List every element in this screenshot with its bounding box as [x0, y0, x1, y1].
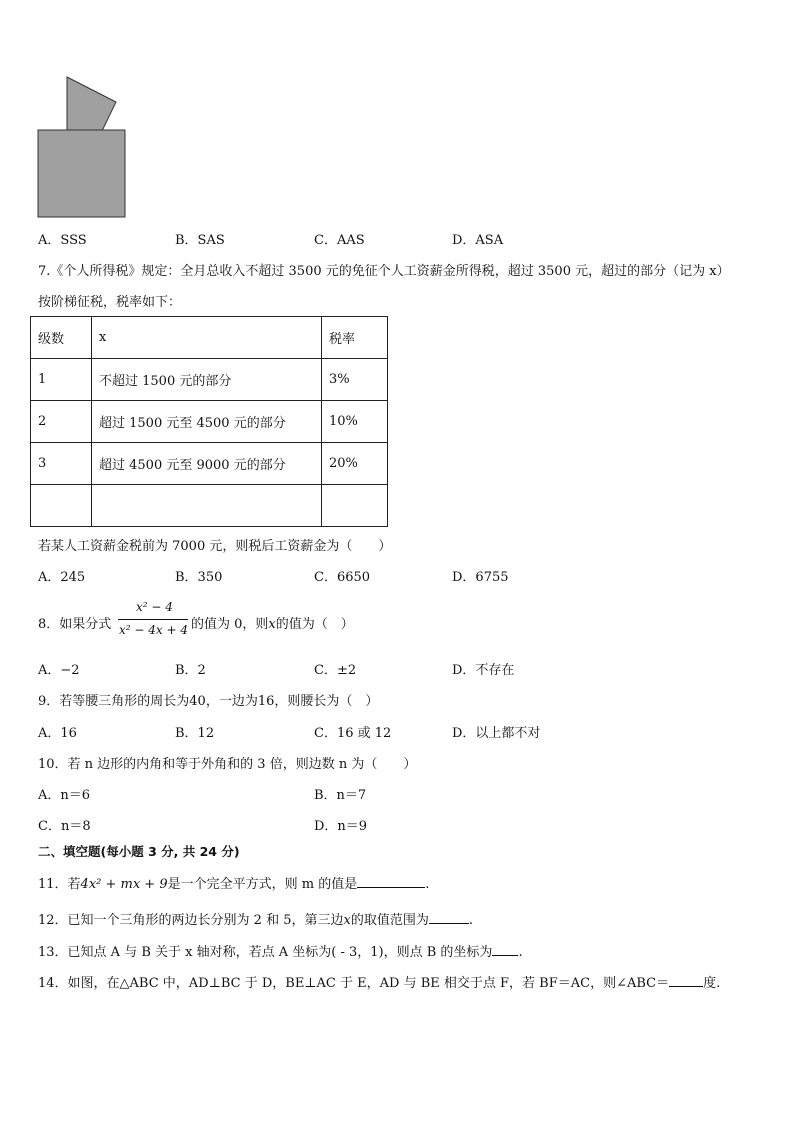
- q8-suffix-a: 的值为 0，则: [191, 617, 269, 632]
- q12-answer-blank[interactable]: [429, 909, 469, 924]
- q10-option-c[interactable]: C．n＝8: [38, 819, 91, 834]
- q6-figure: [36, 76, 128, 219]
- q6-option-c[interactable]: C．AAS: [314, 233, 365, 248]
- q10-option-a[interactable]: A．n＝6: [38, 788, 91, 803]
- q11-expression: 4x² + mx + 9: [80, 877, 168, 892]
- q7-question: 若某人工资薪金税前为 7000 元，则税后工资薪金为（ ）: [38, 539, 392, 554]
- q13: [38, 941, 523, 960]
- q12-suffix: 的取值范围为: [350, 913, 429, 928]
- q12-var: x: [343, 913, 351, 928]
- q13-end: .: [518, 945, 523, 960]
- table-cell: 1: [31, 359, 92, 401]
- table-row: [31, 359, 388, 401]
- q6-options: [38, 229, 758, 249]
- q14: [38, 972, 720, 991]
- q7-stem-line2: 按阶梯征税，税率如下：: [38, 295, 182, 310]
- q14-prefix: 14．如图，在△ABC 中，AD⊥BC 于 D，BE⊥AC 于 E，AD 与 BE 相交于点 F，若 BF＝AC，则∠ABC＝: [38, 976, 670, 991]
- q8-option-c[interactable]: C．±2: [314, 663, 357, 678]
- q6-figure-square: [38, 130, 125, 217]
- table-cell: 2: [31, 401, 92, 443]
- q8-suffix-b: 的值为（ ）: [275, 617, 354, 632]
- table-cell: [92, 485, 322, 527]
- section-title: 二、填空题(每小题 3 分, 共 24 分): [38, 844, 240, 859]
- q11-suffix: 是一个完全平方式，则 m 的值是: [167, 877, 358, 892]
- q12-end: .: [468, 913, 473, 928]
- q7-stem-line1: 7.《个人所得税》规定：全月总收入不超过 3500 元的免征个人工资薪金所得税，超过 3500 元，超过的部分（记为 x）: [38, 264, 730, 279]
- table-header-cell: 级数: [31, 317, 92, 359]
- q9-option-c[interactable]: C．16 或 12: [314, 726, 392, 741]
- table-cell: 3%: [322, 359, 388, 401]
- q8-numerator: x² − 4: [136, 600, 173, 614]
- q11-answer-blank[interactable]: [357, 873, 425, 888]
- table-header-row: [31, 317, 388, 359]
- q8-option-b[interactable]: B．2: [175, 663, 206, 678]
- q11: [38, 873, 429, 892]
- table-cell: 超过 1500 元至 4500 元的部分: [92, 401, 322, 443]
- q13-prefix: 13．已知点 A 与 B 关于 x 轴对称，若点 A 坐标为( - 3，1)，则点 B 的坐标为: [38, 945, 493, 960]
- q7-options: [38, 566, 758, 586]
- table-row: [31, 401, 388, 443]
- table-row: [31, 485, 388, 527]
- table-row: [31, 443, 388, 485]
- q8-option-d[interactable]: D．不存在: [452, 663, 515, 678]
- q6-option-a[interactable]: A．SSS: [38, 233, 87, 248]
- q6-option-b[interactable]: B．SAS: [175, 233, 225, 248]
- table-cell: 不超过 1500 元的部分: [92, 359, 322, 401]
- q6-option-d[interactable]: D．ASA: [452, 233, 504, 248]
- q10-option-b[interactable]: B．n＝7: [314, 788, 367, 803]
- q9-option-b[interactable]: B．12: [175, 726, 215, 741]
- q14-answer-blank[interactable]: [669, 972, 703, 987]
- q13-answer-blank[interactable]: [492, 941, 518, 956]
- q8-prefix: 8．如果分式: [38, 617, 112, 632]
- q8-fraction-bar: [118, 619, 188, 620]
- table-cell: 3: [31, 443, 92, 485]
- q12: [38, 909, 473, 928]
- table-cell: 20%: [322, 443, 388, 485]
- q9-option-d[interactable]: D．以上都不对: [452, 726, 541, 741]
- q11-end: .: [425, 877, 430, 892]
- table-cell: [322, 485, 388, 527]
- q10-option-d[interactable]: D．n＝9: [314, 819, 368, 834]
- table-cell: [31, 485, 92, 527]
- q8-options: [38, 659, 758, 679]
- q9-options: [38, 722, 758, 742]
- q10-options-row2: [38, 815, 758, 835]
- q8-suffix: [191, 613, 354, 632]
- q7-option-b[interactable]: B．350: [175, 570, 223, 585]
- q9-stem: 9．若等腰三角形的周长为40，一边为16，则腰长为（ ）: [38, 694, 379, 709]
- table-cell: 超过 4500 元至 9000 元的部分: [92, 443, 322, 485]
- q12-prefix: 12．已知一个三角形的两边长分别为 2 和 5，第三边: [38, 913, 344, 928]
- q8-var: x: [268, 617, 276, 632]
- q8-denominator: x² − 4x + 4: [119, 623, 188, 637]
- table-cell: 10%: [322, 401, 388, 443]
- q6-figure-triangle: [67, 77, 116, 131]
- q8-option-a[interactable]: A．−2: [38, 663, 80, 678]
- q11-prefix: 11．若: [38, 877, 81, 892]
- table-header-cell: 税率: [322, 317, 388, 359]
- q14-end: 度.: [703, 976, 721, 991]
- q10-options-row1: [38, 784, 758, 804]
- q7-option-a[interactable]: A．245: [38, 570, 86, 585]
- q7-option-c[interactable]: C．6650: [314, 570, 371, 585]
- table-header-cell: x: [92, 317, 322, 359]
- tax-rate-table: [30, 316, 388, 527]
- q9-option-a[interactable]: A．16: [38, 726, 77, 741]
- q7-option-d[interactable]: D．6755: [452, 570, 509, 585]
- q10-stem: 10．若 n 边形的内角和等于外角和的 3 倍，则边数 n 为（ ）: [38, 757, 417, 772]
